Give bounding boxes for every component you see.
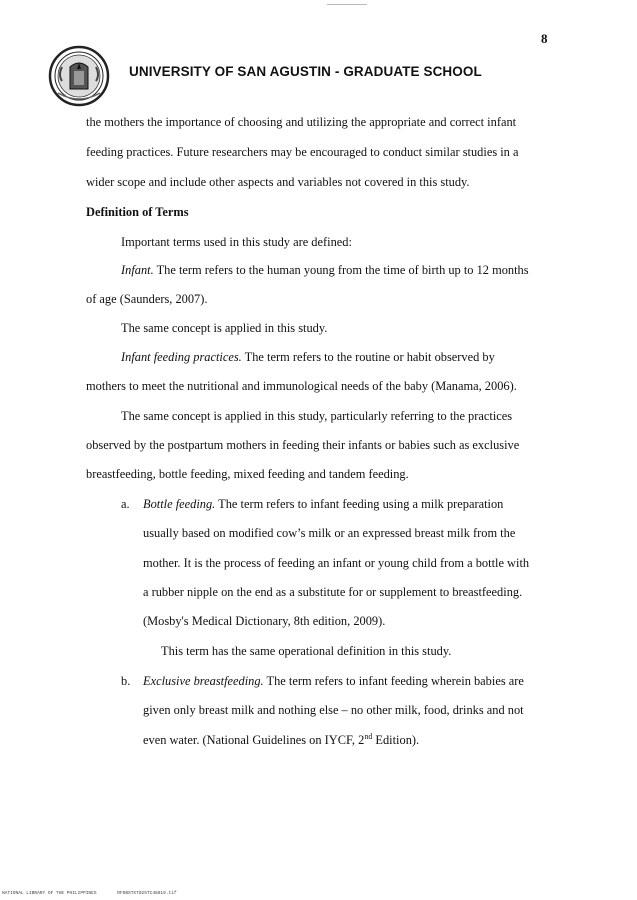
term-definition: The term refers to infant feeding using a milk preparation: [215, 497, 504, 511]
term-definition: The term refers to the routine or habit observed by: [241, 350, 495, 364]
body-line: mothers to meet the nutritional and immunological needs of the baby (Manama, 2006).: [86, 379, 517, 393]
body-line: usually based on modified cow’s milk or an expressed breast milk from the: [143, 526, 516, 540]
citation-text: Edition).: [372, 733, 420, 747]
body-line: observed by the postpartum mothers in feeding their infants or babies such as exclusive: [86, 438, 520, 452]
body-line: breastfeeding, bottle feeding, mixed feeding and tandem feeding.: [86, 467, 409, 481]
body-line: This term has the same operational definition in this study.: [161, 644, 452, 658]
term-bottle-feeding: [143, 496, 503, 512]
body-line: Important terms used in this study are defined:: [121, 235, 352, 249]
citation-text: even water. (National Guidelines on IYCF, 2: [143, 733, 365, 747]
scan-mark: [327, 4, 367, 5]
body-line: (Mosby's Medical Dictionary, 8th edition, 2009).: [143, 614, 386, 628]
superscript: nd: [364, 731, 373, 741]
body-line: mother. It is the process of feeding an infant or young child from a bottle with: [143, 556, 530, 570]
body-line: The same concept is applied in this study, particularly referring to the practices: [121, 409, 513, 423]
section-heading: Definition of Terms: [86, 205, 189, 219]
term-infant-feeding-practices: [121, 349, 495, 365]
header-title: UNIVERSITY OF SAN AGUSTIN - GRADUATE SCHOOL: [129, 64, 482, 79]
term-definition: The term refers to infant feeding wherein babies are: [263, 674, 524, 688]
term-label: Bottle feeding.: [143, 497, 216, 511]
body-line: a rubber nipple on the end as a substitute for or supplement to breastfeeding.: [143, 585, 523, 599]
footer-library: NATIONAL LIBRARY OF THE PHILIPPINES: [2, 891, 97, 896]
body-line: of age (Saunders, 2007).: [86, 292, 208, 306]
term-definition: The term refers to the human young from the time of birth up to 12 months: [153, 263, 529, 277]
term-label: Infant.: [121, 263, 154, 277]
body-line: feeding practices. Future researchers may be encouraged to conduct similar studies in a: [86, 145, 519, 159]
body-line: given only breast milk and nothing else – no other milk, food, drinks and not: [143, 703, 524, 717]
footer-code: RFDBSTXT025TC48819.tif: [117, 891, 177, 896]
list-marker: a.: [121, 497, 130, 511]
term-infant: [121, 262, 529, 278]
term-label: Exclusive breastfeeding.: [143, 674, 264, 688]
footer: [2, 891, 195, 896]
term-label: Infant feeding practices.: [121, 350, 242, 364]
list-marker: b.: [121, 674, 131, 688]
body-line: wider scope and include other aspects and variables not covered in this study.: [86, 175, 470, 189]
term-exclusive-breastfeeding: [143, 673, 524, 689]
body-line-citation: [143, 732, 419, 748]
university-seal-icon: [48, 45, 110, 107]
page-number: 8: [541, 31, 548, 46]
body-line: The same concept is applied in this study.: [121, 321, 328, 335]
body-line: the mothers the importance of choosing and utilizing the appropriate and correct infant: [86, 115, 517, 129]
